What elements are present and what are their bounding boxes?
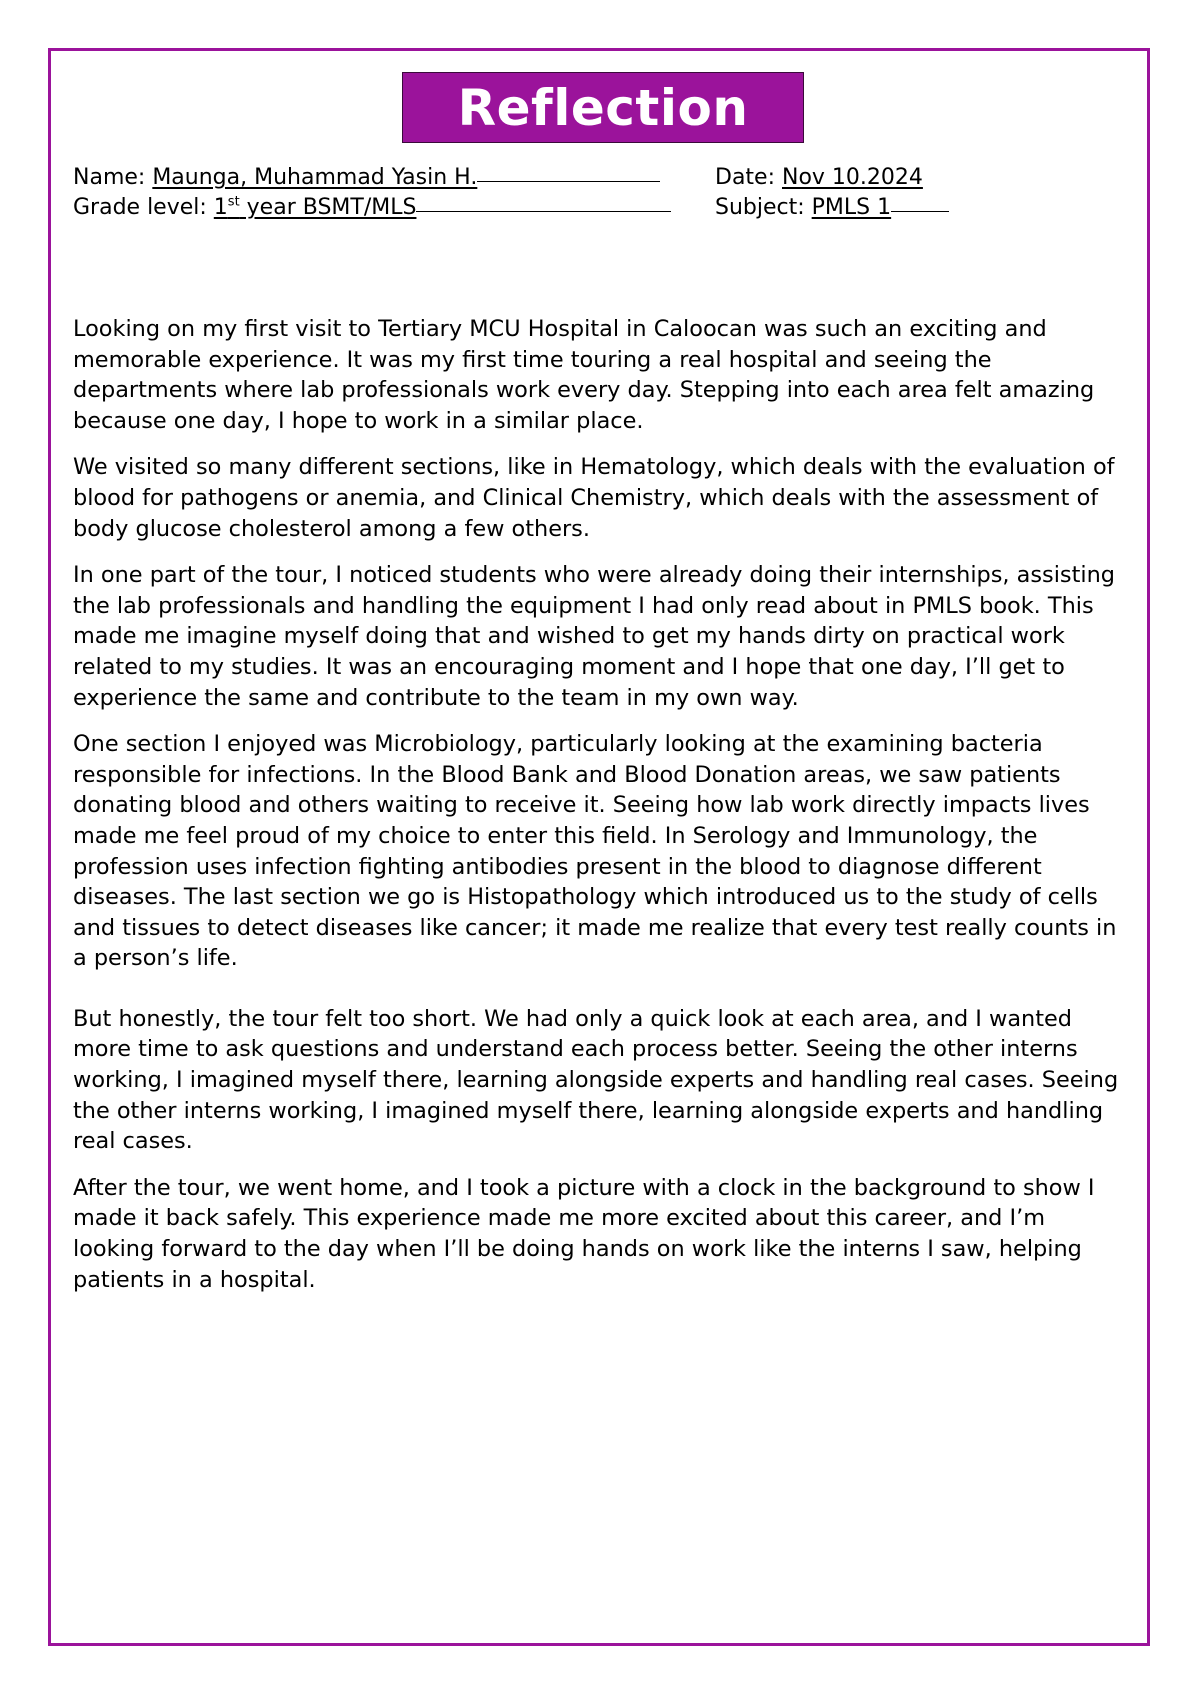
page-title: Reflection xyxy=(457,78,749,137)
grade-label: Grade level: xyxy=(73,195,207,220)
subject-field xyxy=(715,193,949,223)
title-banner xyxy=(402,72,804,143)
name-field xyxy=(73,163,660,193)
date-label: Date: xyxy=(715,165,775,190)
subject-label: Subject: xyxy=(715,195,805,220)
grade-value xyxy=(214,195,417,220)
name-blank-line xyxy=(477,180,660,182)
paragraph: But honestly, the tour felt too short. We had only a quick look at each area, and I wanted more time to ask questions and understand each process better. Seeing the other interns working, I imagined myself there, learning alongside experts and handling real cases. Seeing the other interns working, I imagined myself there, learning alongside experts and handling real cases. xyxy=(73,1005,1119,1155)
name-value: Maunga, Muhammad Yasin H. xyxy=(152,165,478,190)
grade-field xyxy=(73,193,671,223)
subject-value: PMLS 1 xyxy=(811,195,892,220)
paragraph: One section I enjoyed was Microbiology, particularly looking at the examining bacteria responsible for infections. In the Blood Bank and Blood Donation areas, we saw patients donating blood and others waiting to receive it. Seeing how lab work directly impacts lives made me feel proud of my choice to enter this field. In Serology and Immunology, the profession uses infection fighting antibodies present in the blood to diagnose different diseases. The last section we go is Histopathology which introduced us to the study of cells and tissues to detect diseases like cancer; it made me realize that every test really counts in a person’s life. xyxy=(73,731,1117,972)
date-field xyxy=(715,163,923,193)
paragraph: In one part of the tour, I noticed students who were already doing their internships, assisting the lab professionals and handling the equipment I had only read about in PMLS book. This made me imagine myself doing that and wished to get my hands dirty on practical work related to my studies. It was an encouraging moment and I hope that one day, I’ll get to experience the same and contribute to the team in my own way. xyxy=(73,562,1115,711)
subject-blank-line xyxy=(891,210,949,212)
reflection-body xyxy=(73,314,1133,1311)
grade-blank-line xyxy=(416,210,671,212)
grade-value-rest: year BSMT/MLS xyxy=(239,195,417,220)
grade-value-ordinal: st xyxy=(227,194,240,210)
paragraph: After the tour, we went home, and I took a picture with a clock in the background to show I made it back safely. This experience made me more excited about this career, and I’m looking forward to the day when I’ll be doing hands on work like the interns I saw, helping patients in a hospital. xyxy=(73,1174,1095,1293)
paragraph: Looking on my first visit to Tertiary MCU Hospital in Caloocan was such an exciting and memorable experience. It was my first time touring a real hospital and seeing the departments where lab professionals work every day. Stepping into each area felt amazing because one day, I hope to work in a similar place. xyxy=(73,316,1095,434)
date-value: Nov 10.2024 xyxy=(782,165,923,190)
name-label: Name: xyxy=(73,165,146,190)
paragraph: We visited so many different sections, like in Hematology, which deals with the evaluation of blood for pathogens or anemia, and Clinical Chemistry, which deals with the assessment of body glucose cholesterol among a few others. xyxy=(73,454,1115,542)
grade-value-number: 1 xyxy=(213,195,228,220)
